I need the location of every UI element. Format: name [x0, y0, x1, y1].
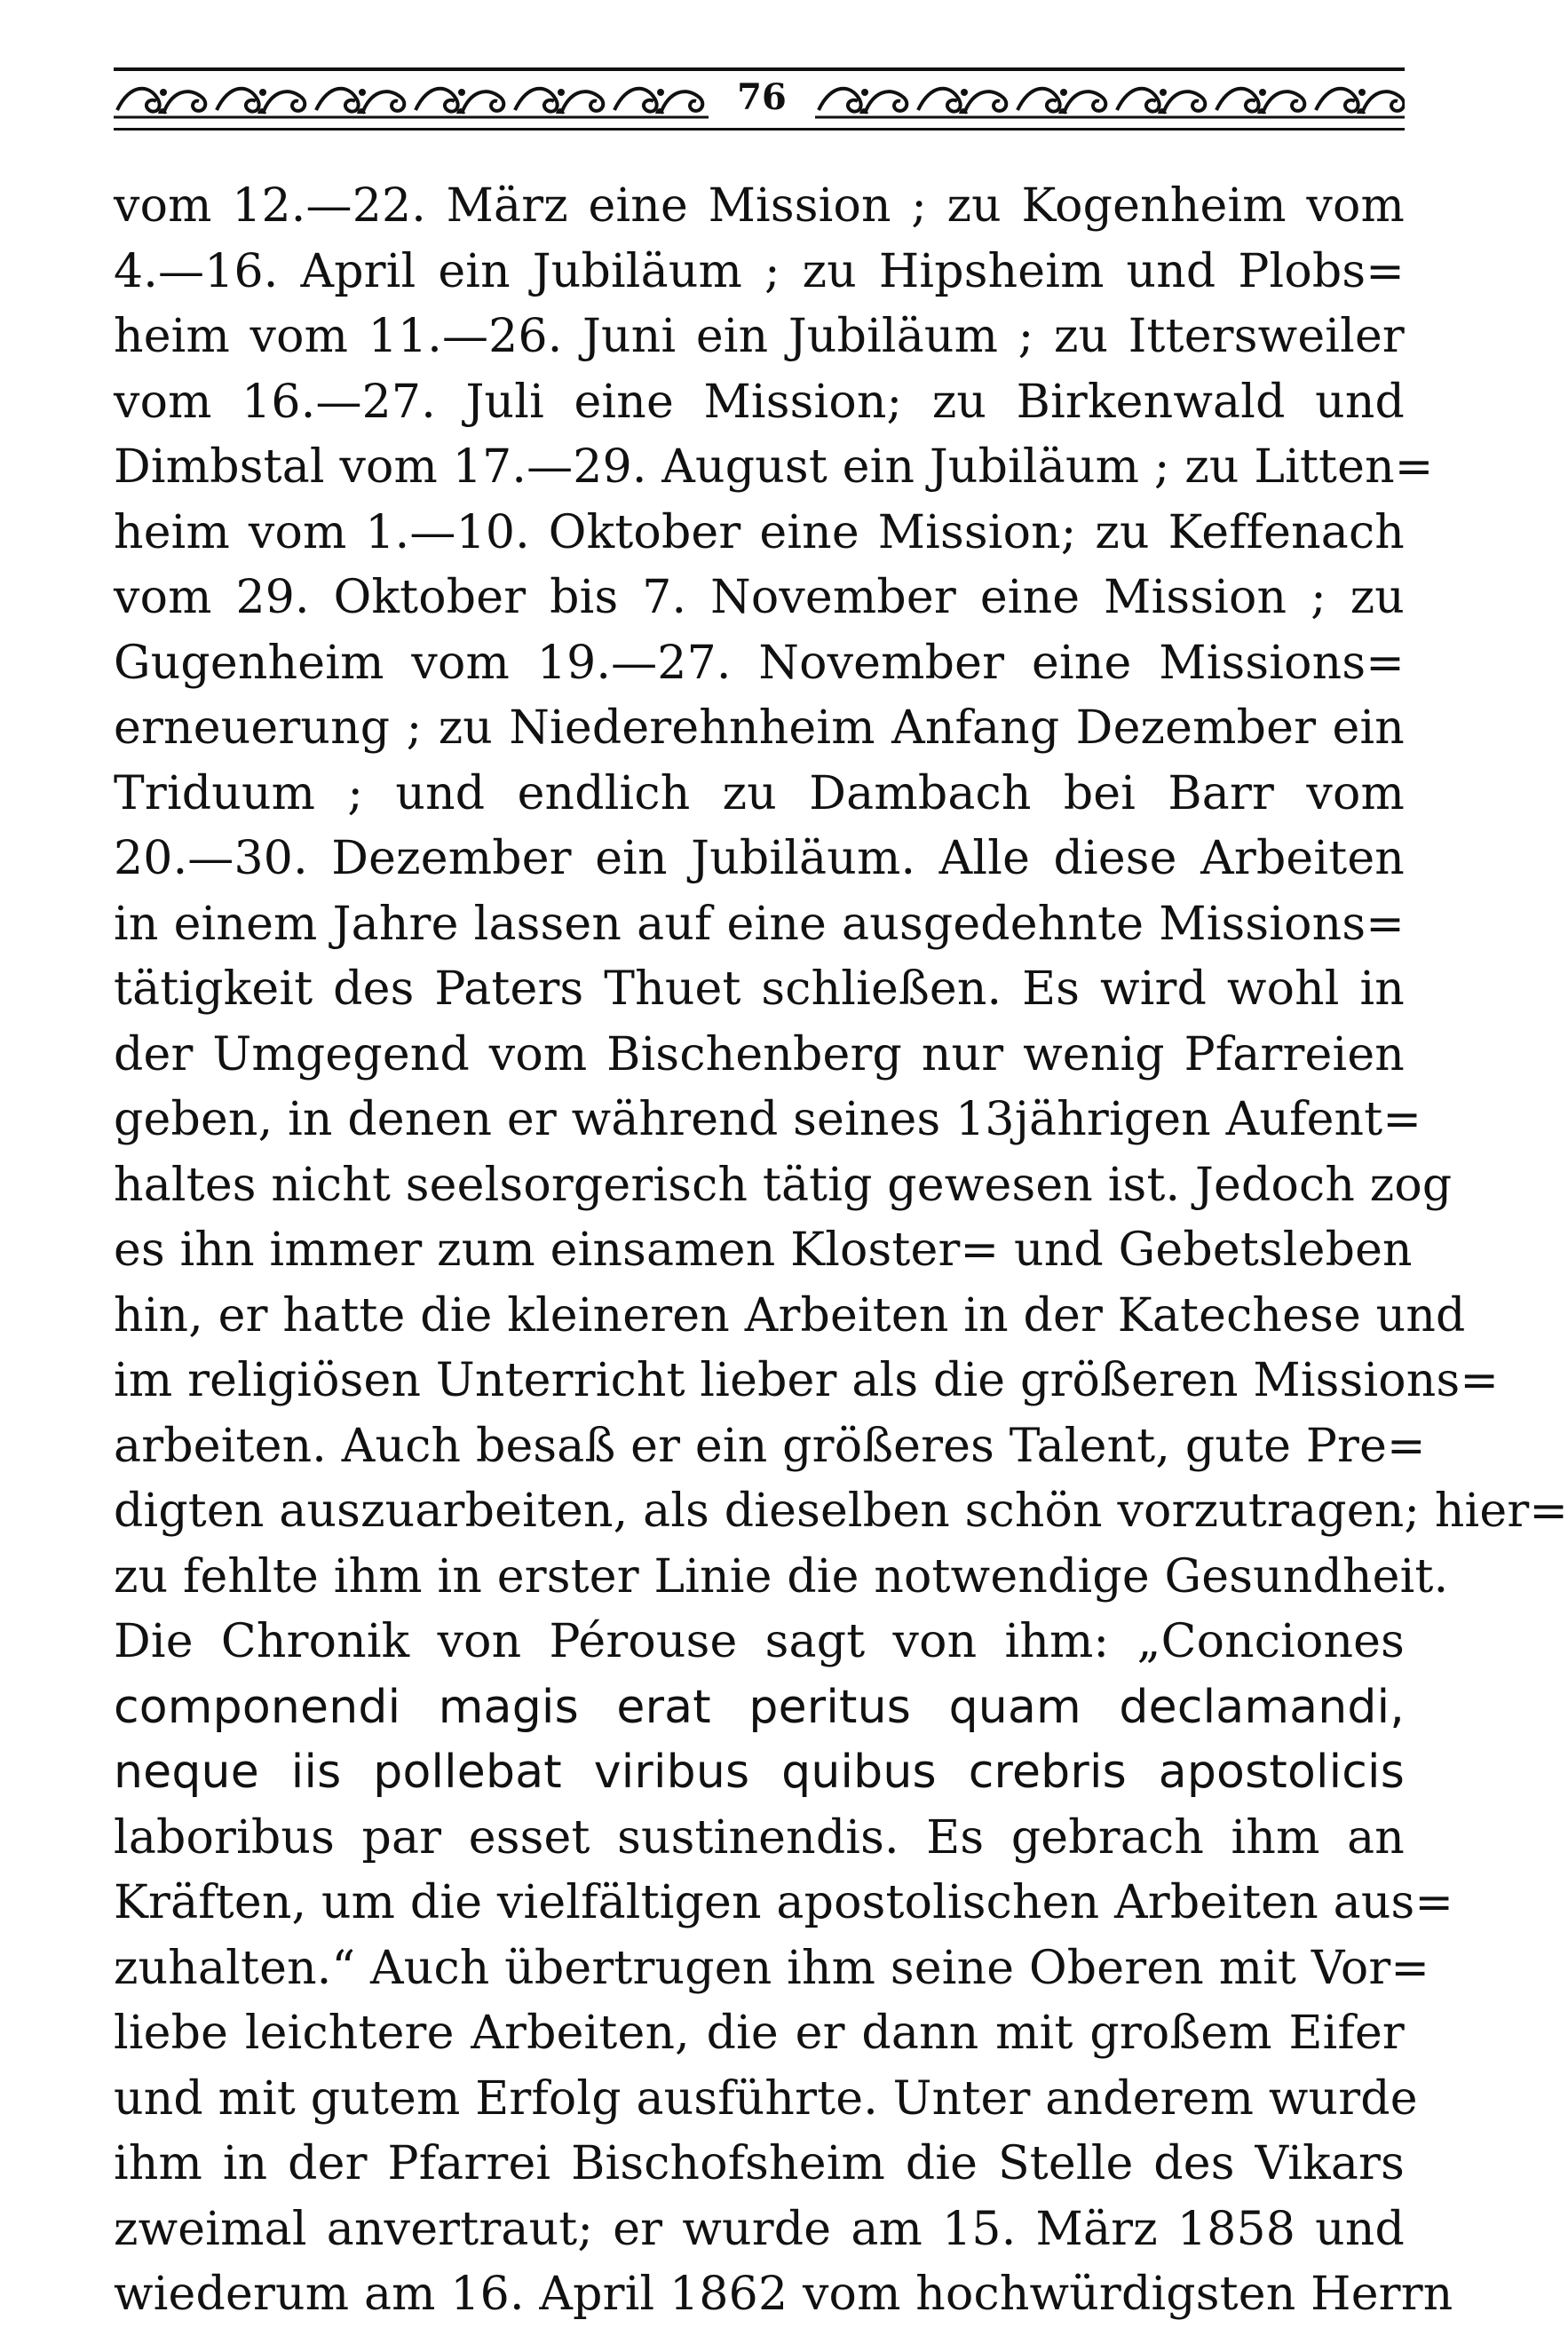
- text-line: es ihn immer zum einsamen Kloster= und Gebetsleben: [114, 1223, 1413, 1277]
- right-ornament-border: [815, 75, 1405, 124]
- text-line: heim vom 11.—26. Juni ein Jubiläum ; zu Ittersweiler: [114, 310, 1405, 363]
- text-line: zu fehlte ihm in erster Linie die notwendige Gesundheit.: [114, 1549, 1449, 1603]
- text-line: ihm in der Pfarrei Bischofsheim die Stelle des Vikars: [114, 2137, 1405, 2190]
- text-line: Gugenheim vom 19.—27. November eine Missions=: [114, 636, 1405, 690]
- header-bottom-rule: [114, 128, 1405, 131]
- left-ornament-border: [114, 75, 709, 124]
- text-line: 4.—16. April ein Jubiläum ; zu Hipsheim und Plobs=: [114, 244, 1405, 298]
- text-line: hin, er hatte die kleineren Arbeiten in der Katechese und: [114, 1288, 1466, 1342]
- text-line: heim vom 1.—10. Oktober eine Mission; zu Keffenach: [114, 505, 1405, 559]
- text-line: vom 12.—22. März eine Mission ; zu Kogenheim vom: [114, 179, 1405, 233]
- text-line: Dimbstal vom 17.—29. August ein Jubiläum ; zu Litten=: [114, 440, 1434, 494]
- text-line: zweimal anvertraut; er wurde am 15. März 1858 und: [114, 2202, 1405, 2256]
- text-line: erneuerung ; zu Niederehnheim Anfang Dezember ein: [114, 701, 1405, 755]
- text-line: wiederum am 16. April 1862 vom hochwürdigsten Herrn: [114, 2268, 1453, 2321]
- text-line: haltes nicht seelsorgerisch tätig gewesen ist. Jedoch zog: [114, 1158, 1453, 1212]
- text-line: liebe leichtere Arbeiten, die er dann mit großem Eifer: [114, 2007, 1405, 2060]
- text-line: tätigkeit des Paters Thuet schließen. Es wird wohl in: [114, 962, 1405, 1016]
- text-line-latin: neque iis pollebat viribus quibus crebris apostolicis: [114, 1746, 1405, 1799]
- page-number: 76: [737, 76, 787, 118]
- text-line: zuhalten.“ Auch übertrugen ihm seine Oberen mit Vor=: [114, 1941, 1430, 1995]
- text-line: vom 16.—27. Juli eine Mission; zu Birkenwald und: [114, 375, 1405, 429]
- body-text: [114, 174, 1568, 2328]
- text-line: 20.—30. Dezember ein Jubiläum. Alle diese Arbeiten: [114, 832, 1405, 885]
- text-line: geben, in denen er während seines 13jährigen Aufent=: [114, 1093, 1422, 1146]
- page-header: [114, 62, 1405, 144]
- text-line: arbeiten. Auch besaß er ein größeres Talent, gute Pre=: [114, 1419, 1426, 1473]
- text-line: der Umgegend vom Bischenberg nur wenig Pfarreien: [114, 1027, 1405, 1081]
- text-line: vom 29. Oktober bis 7. November eine Mission ; zu: [114, 571, 1405, 624]
- text-line: laboribus par esset sustinendis. Es gebrach ihm an: [114, 1810, 1405, 1865]
- text-line: Die Chronik von Pérouse sagt von ihm: „Conciones: [114, 1615, 1405, 1668]
- text-line: digten auszuarbeiten, als dieselben schön vorzutragen; hier=: [114, 1485, 1568, 1538]
- text-line: und mit gutem Erfolg ausführte. Unter anderem wurde: [114, 2071, 1418, 2126]
- text-line-latin: componendi magis erat peritus quam declamandi,: [114, 1680, 1405, 1734]
- text-line: in einem Jahre lassen auf eine ausgedehnte Missions=: [114, 897, 1405, 951]
- text-line: im religiösen Unterricht lieber als die größeren Missions=: [114, 1354, 1500, 1407]
- text-line: Kräften, um die vielfältigen apostolischen Arbeiten aus=: [114, 1876, 1454, 1929]
- text-line: Triduum ; und endlich zu Dambach bei Barr vom: [114, 766, 1405, 820]
